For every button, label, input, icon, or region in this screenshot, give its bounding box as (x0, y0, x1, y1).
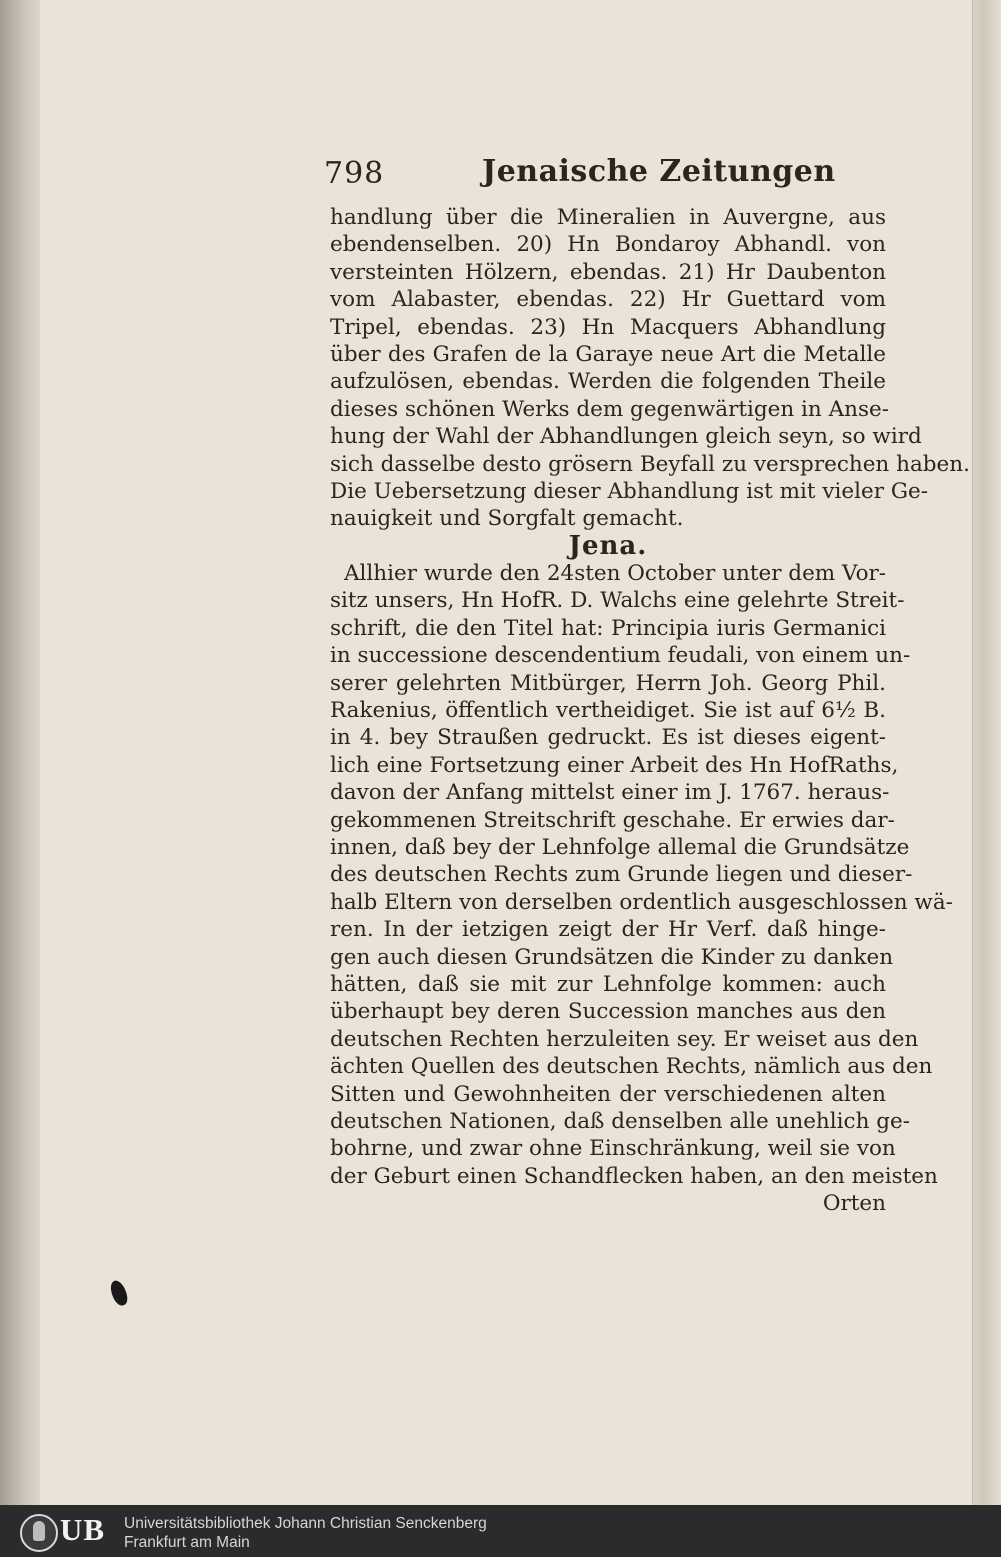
text-line: dieses schönen Werks dem gegenwärtigen in Anse- (330, 396, 890, 422)
text-line: bohrne, und zwar ohne Einschränkung, weil sie von (330, 1136, 896, 1162)
footer-bar (0, 1505, 1000, 1557)
text-line: hung der Wahl der Abhandlungen gleich seyn, so wird (330, 424, 922, 450)
text-line: serer gelehrten Mitbürger, Herrn Joh. Georg Phil. (330, 670, 886, 696)
text-line: lich eine Fortsetzung einer Arbeit des Hn HofRaths, (330, 752, 899, 778)
text-line: nauigkeit und Sorgfalt gemacht. (330, 506, 684, 532)
text-line: schrift, die den Titel hat: Principia iuris Germanici (330, 615, 886, 641)
text-line: Die Uebersetzung dieser Abhandlung ist mit vieler Ge- (330, 478, 929, 504)
text-line: Sitten und Gewohnheiten der verschiedenen alten (330, 1081, 886, 1107)
logo-text: UB (60, 1512, 106, 1547)
catchword: Orten (822, 1191, 886, 1217)
text-line: Allhier wurde den 24sten October unter dem Vor- (344, 561, 887, 587)
text-line: vom Alabaster, ebendas. 22) Hr Guettard vom (330, 287, 886, 313)
text-line: versteinten Hölzern, ebendas. 21) Hr Daubenton (330, 259, 886, 285)
text-line: ächten Quellen des deutschen Rechts, nämlich aus den (330, 1054, 933, 1080)
page-header (322, 152, 882, 196)
text-line: gekommenen Streitschrift geschahe. Er erwies dar- (330, 807, 895, 833)
page-number: 798 (324, 156, 385, 191)
text-line: in 4. bey Straußen gedruckt. Es ist dieses eigent- (330, 725, 886, 751)
ink-blot (108, 1278, 129, 1307)
text-line: deutschen Nationen, daß denselben alle unehlich ge- (330, 1108, 911, 1134)
page-right-fold (972, 0, 1001, 1505)
institution-line-2: Frankfurt am Main (124, 1534, 250, 1551)
text-line: Tripel, ebendas. 23) Hn Macquers Abhandlung (330, 314, 886, 340)
text-line: aufzulösen, ebendas. Werden die folgenden Theile (330, 369, 886, 395)
running-title: Jenaische Zeitungen (482, 154, 836, 189)
text-line: Rakenius, öffentlich vertheidiget. Sie ist auf 6½ B. (330, 698, 886, 724)
library-logo[interactable] (20, 1512, 116, 1550)
text-line: gen auch diesen Grundsätzen die Kinder zu danken (330, 944, 894, 970)
text-line: hätten, daß sie mit zur Lehnfolge kommen: auch (330, 971, 886, 997)
text-line: der Geburt einen Schandflecken haben, an den meisten (330, 1163, 938, 1189)
institution-name (124, 1514, 487, 1552)
seal-icon (20, 1514, 58, 1552)
institution-line-1: Universitätsbibliothek Johann Christian Senckenberg (124, 1515, 487, 1532)
text-line: innen, daß bey der Lehnfolge allemal die Grundsätze (330, 834, 910, 860)
text-line: halb Eltern von derselben ordentlich ausgeschlossen wä- (330, 889, 953, 915)
text-line: deutschen Rechten herzuleiten sey. Er weiset aus den (330, 1026, 919, 1052)
text-line: sitz unsers, Hn HofR. D. Walchs eine gelehrte Streit- (330, 588, 905, 614)
text-line: sich dasselbe desto grösern Beyfall zu versprechen haben. (330, 451, 970, 477)
text-line: des deutschen Rechts zum Grunde liegen und dieser- (330, 862, 913, 888)
body-text (330, 204, 970, 1217)
text-line: über des Grafen de la Garaye neue Art die Metalle (330, 341, 886, 367)
text-line: ebendenselben. 20) Hn Bondaroy Abhandl. von (330, 232, 886, 258)
text-line: ren. In der ietzigen zeigt der Hr Verf. daß hinge- (330, 917, 886, 943)
text-line: überhaupt bey deren Succession manches aus den (330, 999, 886, 1025)
page-left-edge (0, 0, 40, 1505)
text-line: in successione descendentium feudali, von einem un- (330, 643, 911, 669)
text-line: davon der Anfang mittelst einer im J. 1767. heraus- (330, 780, 890, 806)
section-heading: Jena. (568, 530, 648, 561)
text-line: handlung über die Mineralien in Auvergne, aus (330, 205, 886, 230)
